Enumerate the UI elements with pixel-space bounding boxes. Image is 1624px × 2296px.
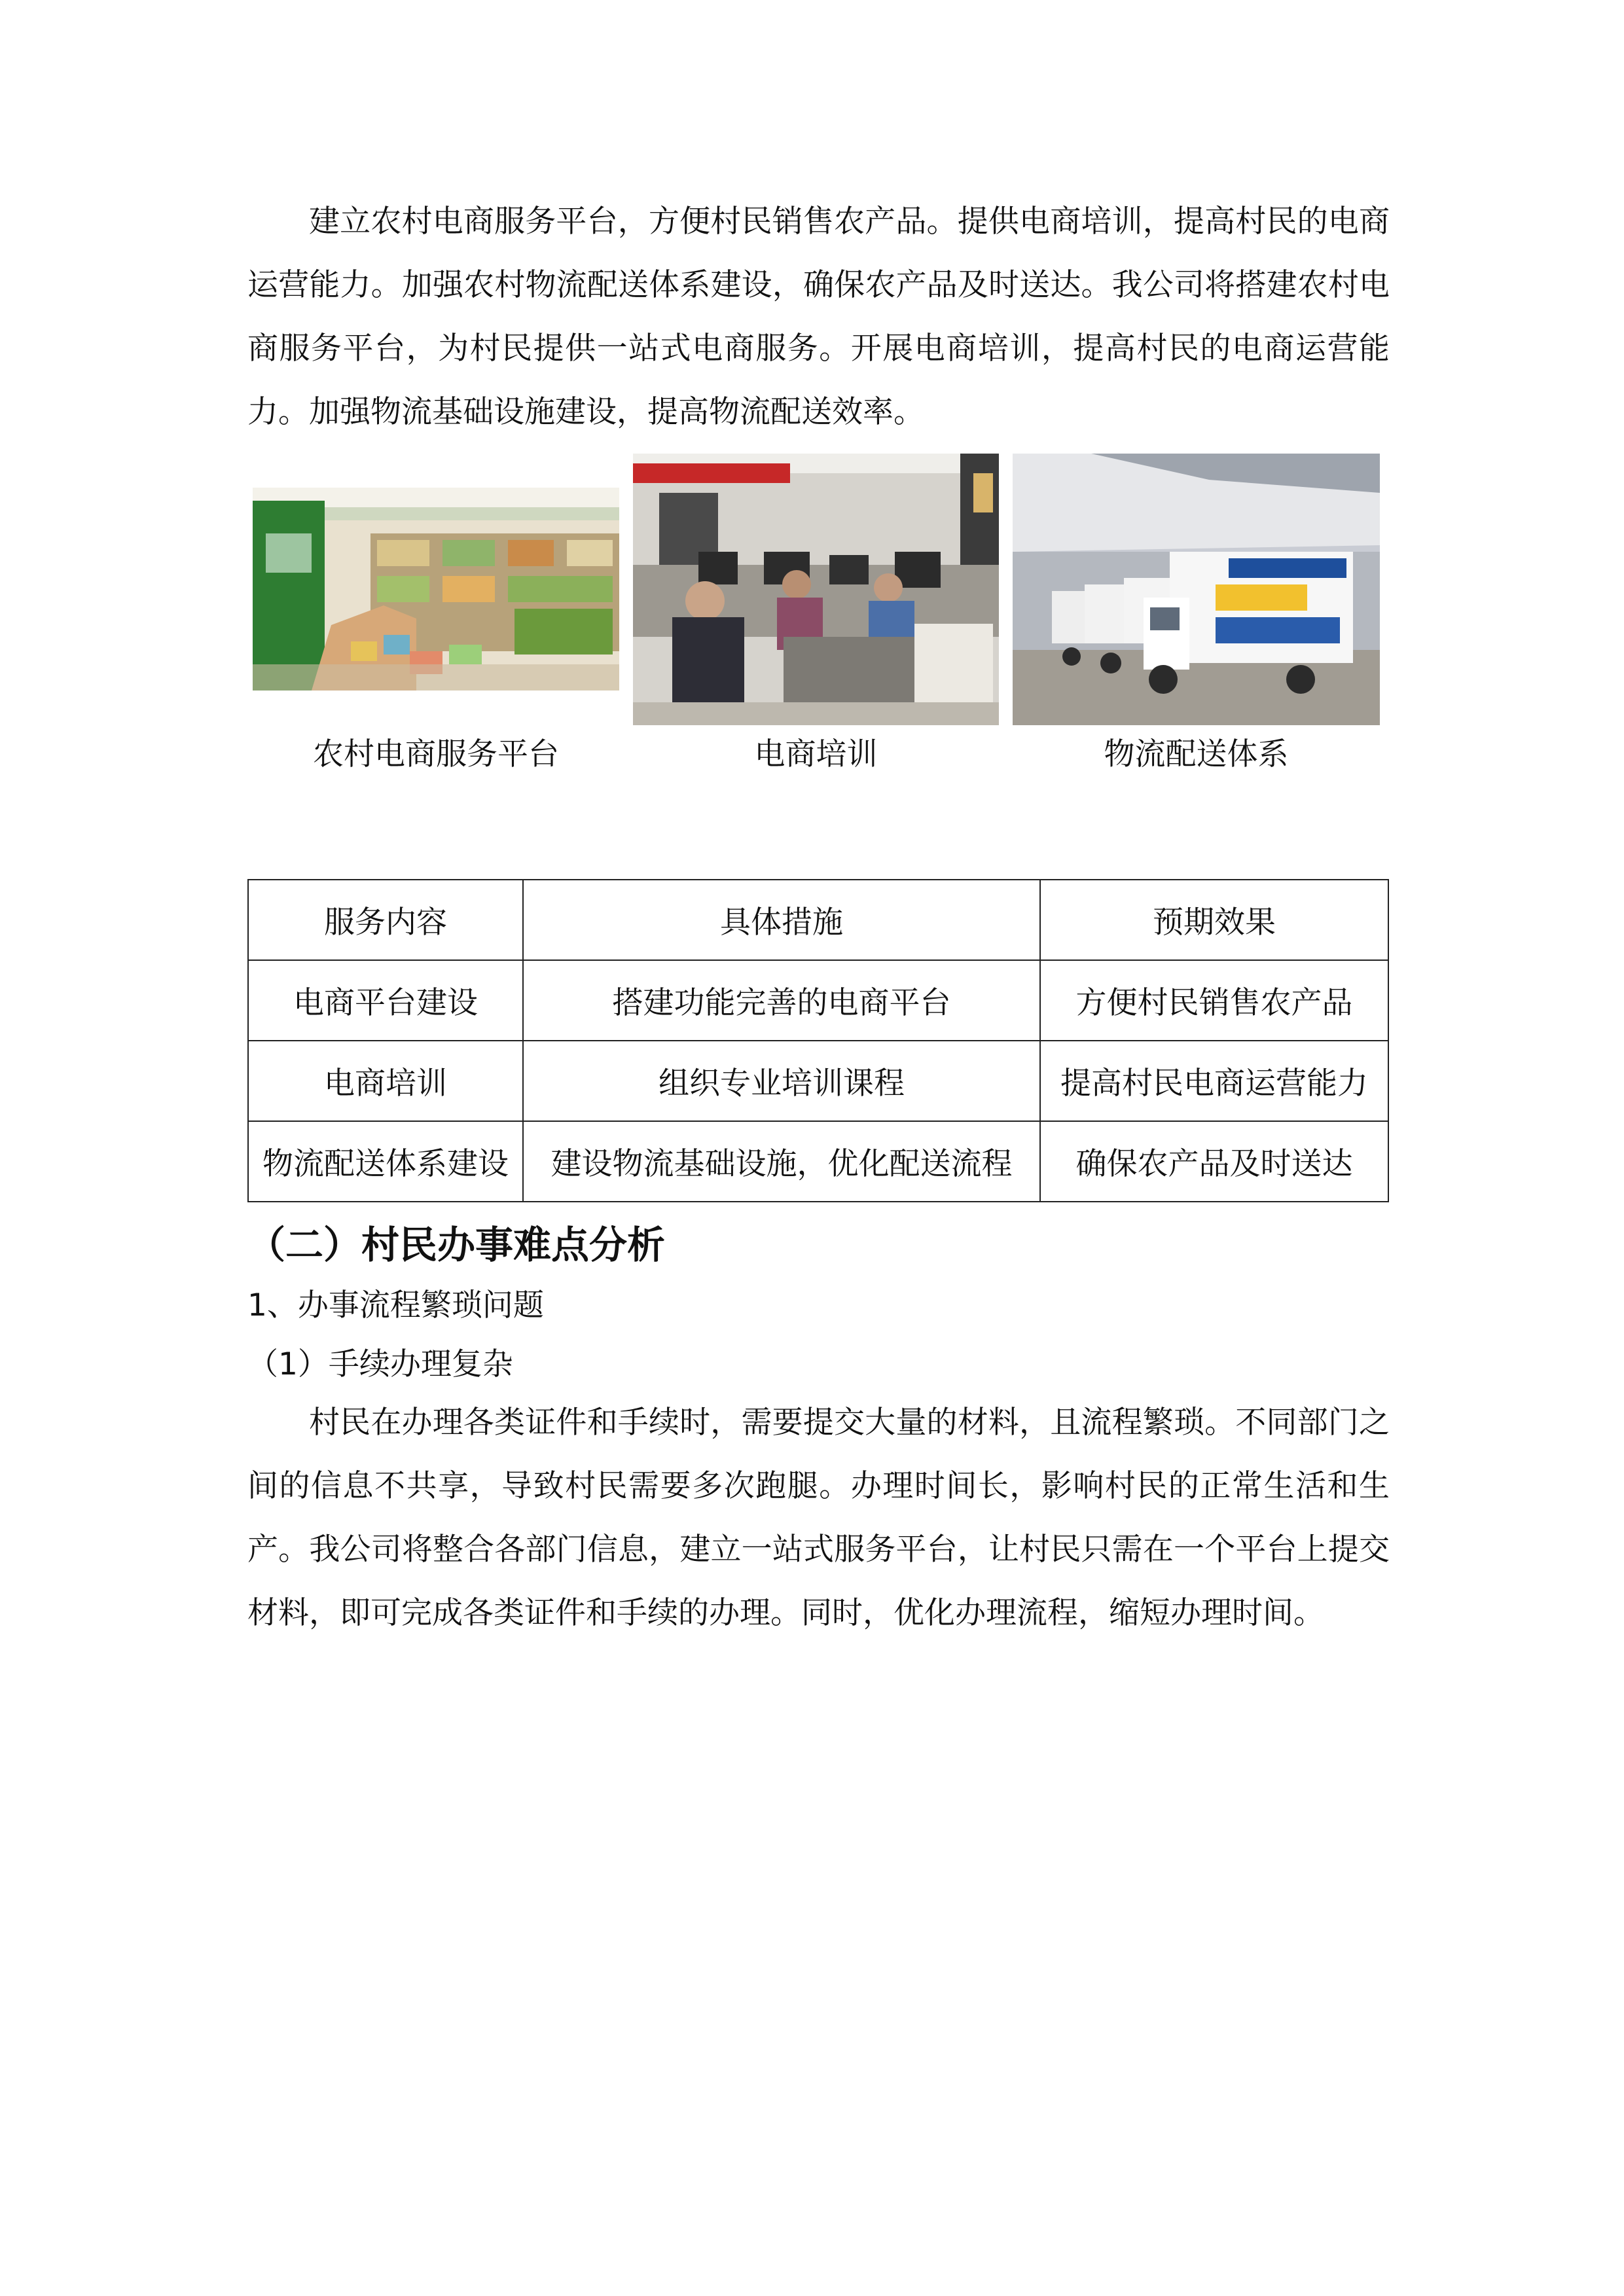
body-paragraph: 村民在办理各类证件和手续时，需要提交大量的材料，且流程繁琐。不同部门之间的信息不共享，导致村民需要多次跑腿。办理时间长，影响村民的正常生活和生产。我公司将整合各部门信息，建立一站式服务平台，让村民只需在一个平台上提交材料，即可完成各类证件和手续的办理。同时，优化办理流程，缩短办理时间。	[247, 1405, 1390, 1631]
service-table	[247, 879, 1389, 1202]
table-cell: 搭建功能完善的电商平台	[523, 960, 1040, 1041]
table-cell: 建设物流基础设施，优化配送流程	[523, 1121, 1040, 1202]
subheading-level-1: 1、办事流程繁琐问题	[247, 1287, 544, 1323]
table-cell: 提高村民电商运营能力	[1040, 1041, 1388, 1121]
table-row	[248, 1121, 1388, 1202]
table-row	[248, 1041, 1388, 1121]
logistics-photo-caption: 物流配送体系	[1104, 736, 1289, 772]
delivery-trucks-photo	[1013, 454, 1380, 725]
section-heading: （二）村民办事难点分析	[247, 1223, 666, 1267]
header-expected-effect: 预期效果	[1040, 880, 1388, 960]
table-cell: 组织专业培训课程	[523, 1041, 1040, 1121]
table-row	[248, 960, 1388, 1041]
subheading-level-2: （1）手续办理复杂	[247, 1346, 513, 1382]
header-service-content: 服务内容	[248, 880, 523, 960]
table-cell: 方便村民销售农产品	[1040, 960, 1388, 1041]
table-cell: 确保农产品及时送达	[1040, 1121, 1388, 1202]
classroom-photo	[633, 454, 999, 725]
shop-photo	[253, 488, 619, 691]
training-photo-caption: 电商培训	[754, 736, 878, 772]
table-cell: 电商培训	[248, 1041, 523, 1121]
table-cell: 物流配送体系建设	[248, 1121, 523, 1202]
header-measures: 具体措施	[523, 880, 1040, 960]
table-header-row	[248, 880, 1388, 960]
intro-paragraph: 建立农村电商服务平台，方便村民销售农产品。提供电商培训，提高村民的电商运营能力。加强农村物流配送体系建设，确保农产品及时送达。我公司将搭建农村电商服务平台，为村民提供一站式电商服务。开展电商培训，提高村民的电商运营能力。加强物流基础设施建设，提高物流配送效率。	[247, 204, 1390, 430]
table-cell: 电商平台建设	[248, 960, 523, 1041]
shop-photo-caption: 农村电商服务平台	[313, 736, 559, 772]
